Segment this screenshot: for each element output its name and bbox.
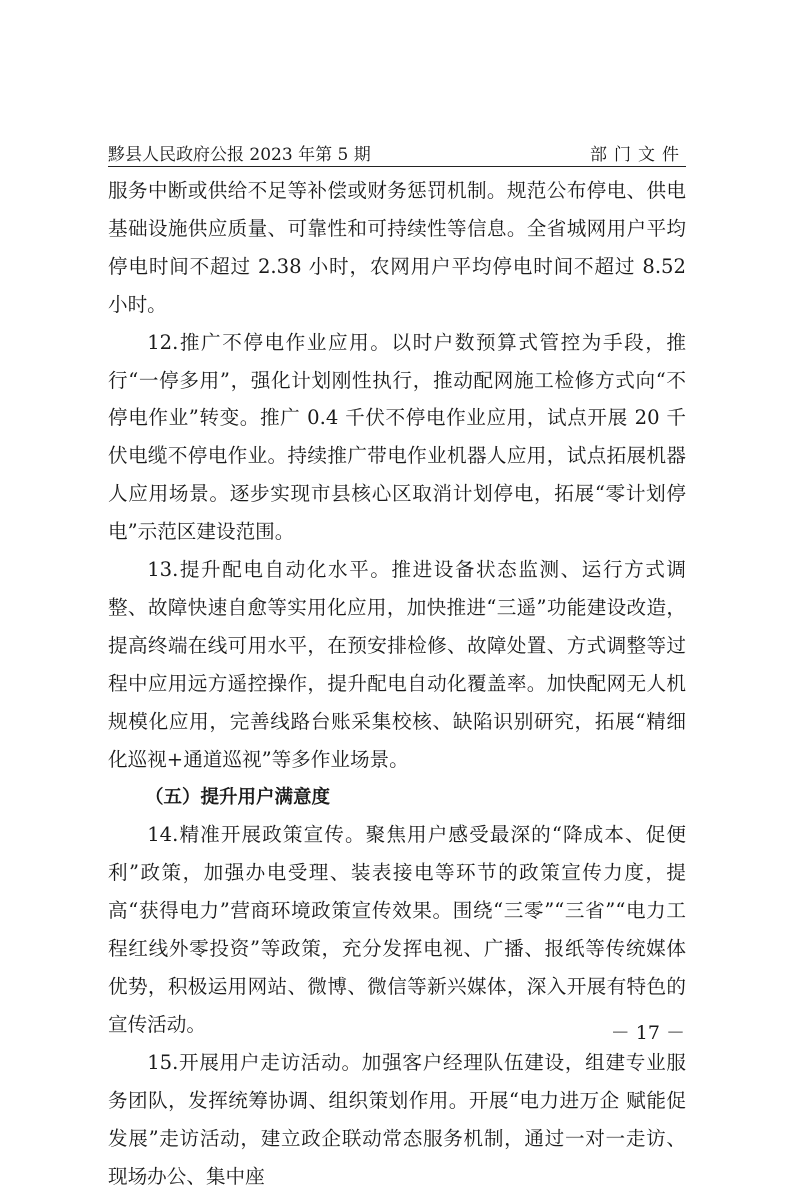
- header-publication-title: 黟县人民政府公报 2023 年第 5 期: [108, 145, 371, 165]
- paragraph-item-12: 12.推广不停电作业应用。以时户数预算式管控为手段，推行“一停多用”，强化计划刚性执行，推动配网施工检修方式向“不停电作业”转变。推广 0.4 千伏不停电作业应用，试点开展 20 千伏电缆不停电作业。持续推广带电作业机器人应用，试点拓展机器人应用场景。逐步实现市县核心区取消计划停电，拓展“零计划停电”示范区建设范围。: [108, 330, 686, 544]
- paragraph-item-15: 15.开展用户走访活动。加强客户经理队伍建设，组建专业服务团队，发挥统筹协调、组织策划作用。开展“电力进万企 赋能促发展”走访活动，建立政企联动常态服务机制，通过一对一走访、现场办公、集中座: [108, 1050, 686, 1188]
- running-header: [108, 138, 686, 168]
- section-heading: （五）提升用户满意度: [145, 786, 331, 808]
- header-section-label: 部门文件: [590, 145, 686, 165]
- paragraph-continuation: 服务中断或供给不足等补偿或财务惩罚机制。规范公布停电、供电基础设施供应质量、可靠性和可持续性等信息。全省城网用户平均停电时间不超过 2.38 小时，农网用户平均停电时间不超过 8.52 小时。: [108, 179, 686, 316]
- document-body: [108, 172, 686, 1195]
- header-divider: [108, 166, 686, 167]
- paragraph-item-14: 14.精准开展政策宣传。聚焦用户感受最深的“降成本、促便利”政策，加强办电受理、装表接电等环节的政策宣传力度，提高“获得电力”营商环境政策宣传效果。围绕“三零”“三省”“电力工程红线外零投资”等政策，充分发挥电视、广播、报纸等传统媒体优势，积极运用网站、微博、微信等新兴媒体，深入开展有特色的宣传活动。: [108, 823, 686, 1036]
- page-number: － 17 －: [610, 1022, 685, 1044]
- paragraph-item-13: 13.提升配电自动化水平。推进设备状态监测、运行方式调整、故障快速自愈等实用化应用，加快推进“三遥”功能建设改造，提高终端在线可用水平，在预安排检修、故障处置、方式调整等过程中应用远方遥控操作，提升配电自动化覆盖率。加快配网无人机规模化应用，完善线路台账采集校核、缺陷识别研究，拓展“精细化巡视+通道巡视”等多作业场景。: [108, 558, 686, 771]
